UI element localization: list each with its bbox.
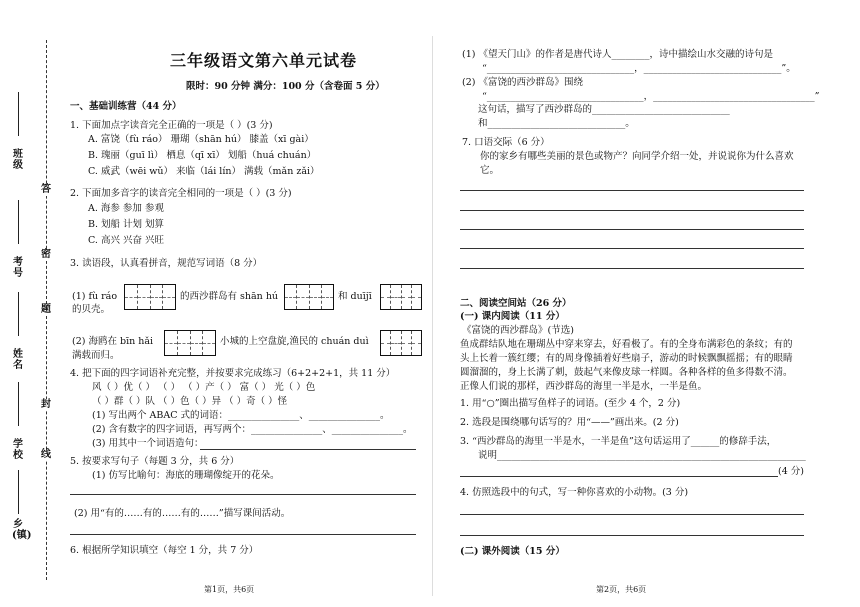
question-4-sub-2[interactable]: (2) 含有数字的四字词语，再写两个：_______________、_______________。	[92, 424, 413, 435]
fill-2-sentence[interactable]: “_________________________________，__________________________________”	[482, 91, 820, 102]
pinyin-shan-hu: 的西沙群岛有 shān hú	[180, 291, 279, 302]
writing-grid-bin-hai[interactable]	[164, 330, 216, 356]
question-7: 7. 口语交际（6 分）	[462, 137, 550, 148]
gutter-label-name: 姓名	[13, 349, 23, 371]
writing-grid-dui-ji[interactable]	[380, 284, 422, 310]
question-1-option-b: B. 瑰丽（guī lì） 栖息（qī xī） 划船（huá chuán）	[88, 150, 317, 161]
pinyin-chuan-dui: 小城的上空盘旋,渔民的 chuán duì	[220, 336, 369, 347]
gutter-label-school: 学校	[13, 439, 23, 461]
writing-grid-chuan-dui[interactable]	[380, 330, 422, 356]
page-footer-2: 第2页，共6页	[596, 585, 647, 594]
question-4-sub-1[interactable]: (1) 写出两个 ABAC 式的词语：_______________、_______________。	[92, 410, 390, 421]
passage-title: 《富饶的西沙群岛》(节选)	[462, 325, 574, 336]
passage-line: 圆溜溜的，身上长满了刺，鼓起气来像皮球一样圆。各种各样的鱼多得数不清。	[460, 367, 793, 378]
answer-line[interactable]	[460, 268, 804, 269]
question-1-option-a: A. 富饶（fù ráo） 珊瑚（shān hú） 膝盖（xī gài）	[88, 134, 314, 145]
gutter-label-township: 乡(镇)	[12, 519, 32, 541]
reading-question-3-blank[interactable]: 说明_________________________________________________________________	[478, 450, 806, 461]
question-2-option-c: C. 高兴 兴奋 兴旺	[88, 235, 165, 246]
sentence-return: 满载而归。	[72, 350, 120, 361]
page-footer-1: 第1页，共6页	[204, 585, 255, 594]
subsection-extracurricular-reading: (二) 课外阅读（15 分）	[460, 546, 565, 557]
answer-line[interactable]	[460, 535, 804, 536]
reading-question-1: 1. 用“○”圈出描写鱼样子的词语。(至少 4 个，2 分)	[460, 398, 681, 409]
sentence-shells: 的贝壳。	[72, 304, 111, 315]
fill-1[interactable]: (1) 《望天门山》的作者是唐代诗人________，诗中描绘山水交融的诗句是	[462, 49, 773, 60]
gutter-label-exam-number: 考号	[13, 257, 23, 279]
seal-word: 封	[41, 399, 51, 410]
question-1-option-c: C. 威武（wēi wǔ） 来临（lái lín） 满载（mǎn zǎi）	[88, 166, 320, 177]
question-3: 3. 读语段，认真看拼音，规范写词语（8 分）	[70, 258, 263, 269]
answer-line[interactable]	[70, 494, 416, 495]
reading-question-2: 2. 选段是围绕哪句话写的？用“——”画出来。(2 分)	[460, 417, 679, 428]
question-6: 6. 根据所学知识填空（每空 1 分，共 7 分）	[70, 545, 259, 556]
passage-line: 头上长着一簇红缨；有的周身像插着好些扇子，游动的时候飘飘摇摇；有的眼睛	[460, 353, 793, 364]
answer-line[interactable]	[460, 190, 804, 191]
question-4: 4. 把下面的四字词语补充完整，并按要求完成练习（6+2+2+1，共 11 分）	[70, 368, 396, 379]
answer-line[interactable]	[200, 449, 416, 450]
page-subtitle: 限时：90 分钟 满分：100 分（含卷面 5 分）	[186, 81, 385, 92]
reading-question-3-score: (4 分)	[778, 466, 804, 477]
fill-2-description[interactable]: 这句话，描写了西沙群岛的_____________________________	[478, 104, 730, 115]
gutter-blank-township[interactable]	[18, 470, 19, 514]
idiom-row-1[interactable]: 风（ ）优（ ） （ ） （ ）产（ ） 富（ ） 光（ ）色	[92, 382, 316, 393]
gutter-blank-exam-number[interactable]	[18, 200, 19, 244]
answer-line[interactable]	[460, 476, 778, 477]
pinyin-fu-rao: (1) fù ráo	[72, 291, 118, 302]
question-2-option-b: B. 划船 计划 划算	[88, 219, 165, 230]
section-reading: 二、阅读空间站（26 分）	[460, 298, 572, 309]
gutter-blank-name[interactable]	[18, 292, 19, 336]
answer-line[interactable]	[460, 248, 804, 249]
question-1: 1. 下面加点字读音完全正确的一项是（ ）(3 分)	[70, 120, 273, 131]
reading-question-3[interactable]: 3. “西沙群岛的海里一半是水，一半是鱼”这句话运用了______的修辞手法，	[460, 436, 777, 447]
seal-word: 密	[41, 249, 51, 260]
gutter-label-class: 班级	[13, 149, 23, 171]
writing-grid-fu-rao[interactable]	[124, 284, 176, 310]
fill-2-and[interactable]: 和_____________________________。	[478, 118, 635, 129]
gutter-blank-class[interactable]	[18, 92, 19, 136]
question-2: 2. 下面加多音字的读音完全相同的一项是（ ）(3 分)	[70, 188, 292, 199]
answer-line[interactable]	[460, 229, 804, 230]
question-4-sub-3: (3) 用其中一个词语造句：	[92, 438, 204, 449]
reading-question-4: 4. 仿照选段中的句式，写一种你喜欢的小动物。(3 分)	[460, 487, 689, 498]
writing-grid-shan-hu[interactable]	[284, 284, 334, 310]
answer-line[interactable]	[460, 210, 804, 211]
seal-word: 线	[41, 449, 51, 460]
section-basic-training: 一、基础训练营（44 分）	[70, 101, 182, 112]
question-5: 5. 按要求写句子（每题 3 分，共 6 分）	[70, 456, 240, 467]
question-5-sub-2: (2) 用“有的……有的……有的……”描写课间活动。	[74, 508, 291, 519]
gutter-blank-school[interactable]	[18, 382, 19, 426]
idiom-row-2[interactable]: （ ）群（ ）队 （ ）色（ ）异 （ ）奇（ ）怪	[92, 396, 288, 407]
seal-word: 答	[41, 184, 51, 195]
pinyin-bin-hai: (2) 海鸥在 bīn hǎi	[72, 336, 154, 347]
fill-2: (2) 《富饶的西沙群岛》围绕	[462, 77, 583, 88]
page-title: 三年级语文第六单元试卷	[170, 51, 358, 70]
question-7-prompt-cont: 它。	[480, 165, 500, 176]
answer-line[interactable]	[70, 534, 416, 535]
passage-line: 鱼成群结队地在珊瑚丛中穿来穿去，好看极了。有的全身布满彩色的条纹；有的	[460, 339, 793, 350]
pinyin-dui-ji: 和 duījī	[338, 291, 372, 302]
fill-1-poem[interactable]: “_______________________________，_____________________________”。	[482, 63, 796, 74]
question-7-prompt: 你的家乡有哪些美丽的景色或物产？向同学介绍一处，并说说你为什么喜欢	[480, 151, 794, 162]
question-5-sub-1: (1) 仿写比喻句：海底的珊瑚像绽开的花朵。	[92, 470, 280, 481]
question-2-option-a: A. 海参 参加 参观	[88, 203, 164, 214]
subsection-in-class-reading: (一) 课内阅读（11 分）	[460, 311, 565, 322]
page-divider	[432, 36, 433, 596]
seal-word: 题	[41, 304, 51, 315]
passage-line: 正像人们说的那样，西沙群岛的海里一半是水，一半是鱼。	[460, 381, 708, 392]
answer-line[interactable]	[460, 514, 804, 515]
